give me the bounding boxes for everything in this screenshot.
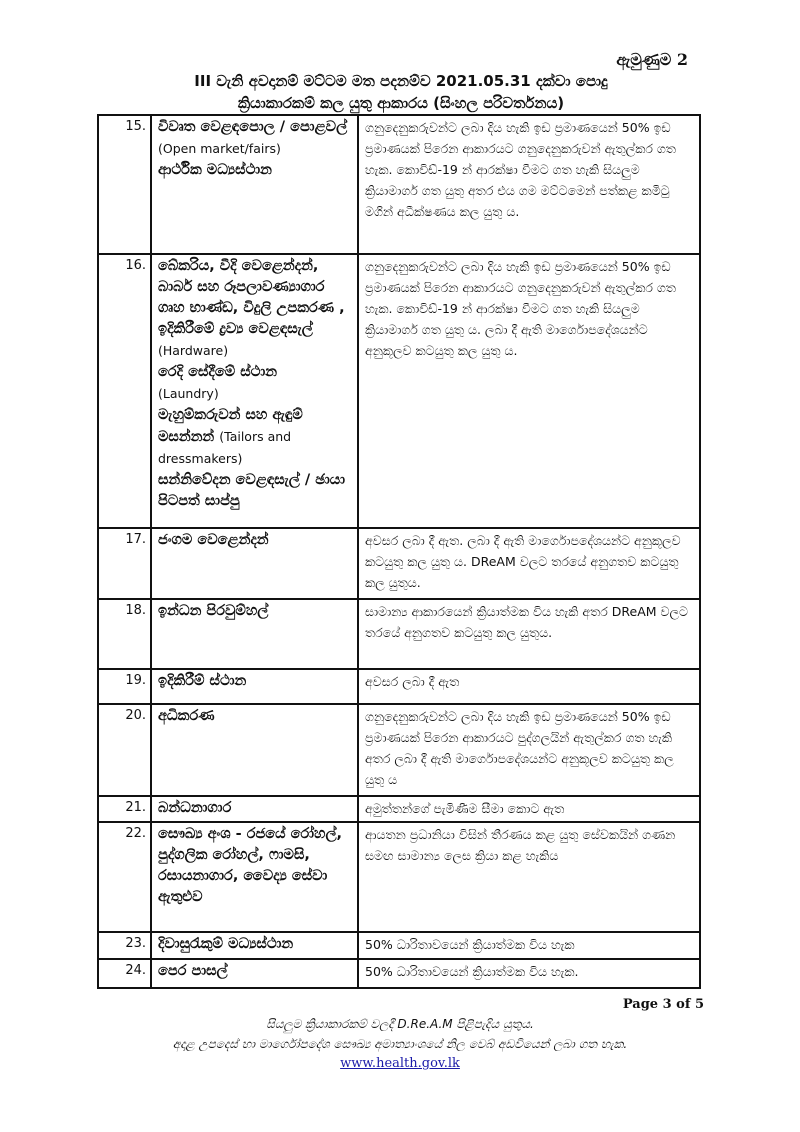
place-cell: පෙර පාසල්: [151, 959, 358, 988]
place-name-english-3: (Tailors and dressmakers): [158, 429, 292, 466]
row-number: 20.: [98, 704, 151, 796]
rule-cell: අවසර ලබා දී ඇත. ලබා දී ඇති මාර්ගොපදේශයන්ට අනුකූලව කටයුතු කල යුතු ය. DReAM වලට තරයේ අනුගතව කටයුතු කල යුතුය.: [358, 528, 700, 599]
place-cell: [151, 115, 358, 254]
table-row: [98, 669, 700, 704]
table-row: [98, 932, 700, 959]
row-number: 18.: [98, 599, 151, 669]
table-row: [98, 822, 700, 932]
page-number: Page 3 of 5: [622, 997, 704, 1012]
rule-cell: 50% ධාරිතාවයෙන් ක්‍රියාත්මක විය හැක: [358, 932, 700, 959]
table-row: [98, 704, 700, 796]
row-number: 24.: [98, 959, 151, 988]
row-number: 21.: [98, 796, 151, 822]
row-number: 22.: [98, 822, 151, 932]
row-number: 23.: [98, 932, 151, 959]
table-row: [98, 959, 700, 988]
rule-cell: සාමාන්‍ය ආකාරයෙන් ක්‍රියාත්මක විය හැකි අතර DReAM වලට තරයේ අනුගතව කටයුතු කල යුතුය.: [358, 599, 700, 669]
rule-cell: 50% ධාරිතාවයෙන් ක්‍රියාත්මක විය හැක.: [358, 959, 700, 988]
row-number: 19.: [98, 669, 151, 704]
table-row: [98, 528, 700, 599]
place-cell: [151, 254, 358, 528]
document-title-line1: III වැනි අවදානම් මට්ටම මත පදනම්ව 2021.05.31 දක්වා පොදු: [194, 72, 608, 90]
table-row: [98, 115, 700, 254]
table-row: [98, 796, 700, 822]
place-name-english-2: (Laundry): [158, 386, 219, 401]
row-number: 17.: [98, 528, 151, 599]
rule-cell: ගනුදෙනුකරුවන්ට ලබා දිය හැකි ඉඩ ප්‍රමාණයෙන් 50% ඉඩ ප්‍රමාණයක් පිරෙන ආකාරයට ගනුදෙනුකරුවන් ඇතුල්කර ගත හැක. කොවිඩ්-19 න් ආරක්ෂා වීමට ගත හැකි සියලුම ක්‍රියාමාර්ග ගත යුතු අතර එය ගම මට්ටමෙන් පත්කළ කමිටු මගින් අධීක්ෂණය කල යුතු ය.: [358, 115, 700, 254]
place-cell: සෞඛ්‍ය අංශ - රජයේ රෝහල්, පුද්ගලික රෝහල්, ෆාමසි, රසායනාගාර, වෛද්‍ය සේවා ඇතුළුව: [151, 822, 358, 932]
row-number: 15.: [98, 115, 151, 254]
place-cell: ඉන්ධන පිරවුම්හල්: [151, 599, 358, 669]
place-name: බේකරිය, වීදි වෙළෙන්දන්, බාබර් සහ රූපලාවණ්‍යාගාර ගෘහ භාණ්ඩ, විදුලි උපකරණ , ඉදිකිරීමේ ද්‍රව්‍ය වෙළඳසැල්: [158, 258, 345, 337]
place-cell: ජංගම වෙළෙන්දන්: [151, 528, 358, 599]
rule-cell: ආයතන ප්‍රධානියා විසින් තීරණය කළ යුතු සේවකයින් ගණන සමඟ සාමාන්‍ය ලෙස ක්‍රියා කළ හැකිය: [358, 822, 700, 932]
place-name: විවෘත වෙළඳපොල / පොළවල්: [158, 119, 348, 135]
row-number: 16.: [98, 254, 151, 528]
place-name-3: මැහුම්කරුවන් සහ ඇඳුම් මසන්නන්: [158, 407, 303, 445]
place-cell: ඉදිකිරීම් ස්ථාන: [151, 669, 358, 704]
activities-table: [97, 114, 701, 989]
place-name-english: (Hardware): [158, 343, 229, 358]
footer-website: [0, 1056, 800, 1071]
place-name-4: සන්නිවේදන වෙළඳසැල් / ඡායා පිටපත් සාප්පු: [158, 472, 346, 509]
place-name-2: රෙදි සේදීමේ ස්ථාන: [158, 364, 277, 380]
footer-note-dream: සියලුම ක්‍රියාකාරකම් වලදී D.Re.A.M පිළිපැදිය යුතුය.: [266, 1017, 534, 1031]
website-link[interactable]: www.health.gov.lk: [340, 1056, 460, 1071]
rule-cell: අමුත්තන්ගේ පැමිණීම සීමා කොට ඇත: [358, 796, 700, 822]
place-cell: දිවාසුරැකුම් මධ්‍යස්ථාන: [151, 932, 358, 959]
rule-cell: අවසර ලබා දී ඇත: [358, 669, 700, 704]
document-title-line2: ක්‍රියාකාරකම් කල යුතු ආකාරය (සිංහල පරිවර්තනය): [237, 94, 565, 112]
rule-cell: ගනුදෙනුකරුවන්ට ලබා දිය හැකි ඉඩ ප්‍රමාණයෙන් 50% ඉඩ ප්‍රමාණයක් පිරෙන ආකාරයට ගනුදෙනුකරුවන් ඇතුල්කර ගත හැක. කොවිඩ්-19 න් ආරක්ෂා වීමට ගත හැකි සියලුම ක්‍රියාමාර්ග ගත යුතු ය. ලබා දී ඇති මාර්ගොපදේශයන්ට අනුකූලව කටයුතු කල යුතු ය.: [358, 254, 700, 528]
rule-cell: ගනුදෙනුකරුවන්ට ලබා දිය හැකි ඉඩ ප්‍රමාණයෙන් 50% ඉඩ ප්‍රමාණයක් පිරෙන ආකාරයට පුද්ගලයින් ඇතුල්කර ගත හැකි අතර ලබා දී ඇති මාර්ගොපදේශයන්ට අනුකූලව කටයුතු කල යුතු ය: [358, 704, 700, 796]
place-cell: අධිකරණ: [151, 704, 358, 796]
place-name-english: (Open market/fairs): [158, 141, 281, 156]
footer-note-guidelines: අදාළ උපදෙස් හා මාර්ගෝපදේශ සෞඛ්‍ය අමාත්‍යාංශයේ නිල වෙබ් අඩවියෙන් ලබා ගත හැක.: [172, 1037, 628, 1051]
place-cell: බන්ධනාගාර: [151, 796, 358, 822]
table-row: [98, 254, 700, 528]
annex-label: ඇමුණුම 2: [616, 50, 688, 69]
table-row: [98, 599, 700, 669]
place-name-2: ආර්ථික මධ්‍යස්ථාන: [158, 162, 272, 178]
